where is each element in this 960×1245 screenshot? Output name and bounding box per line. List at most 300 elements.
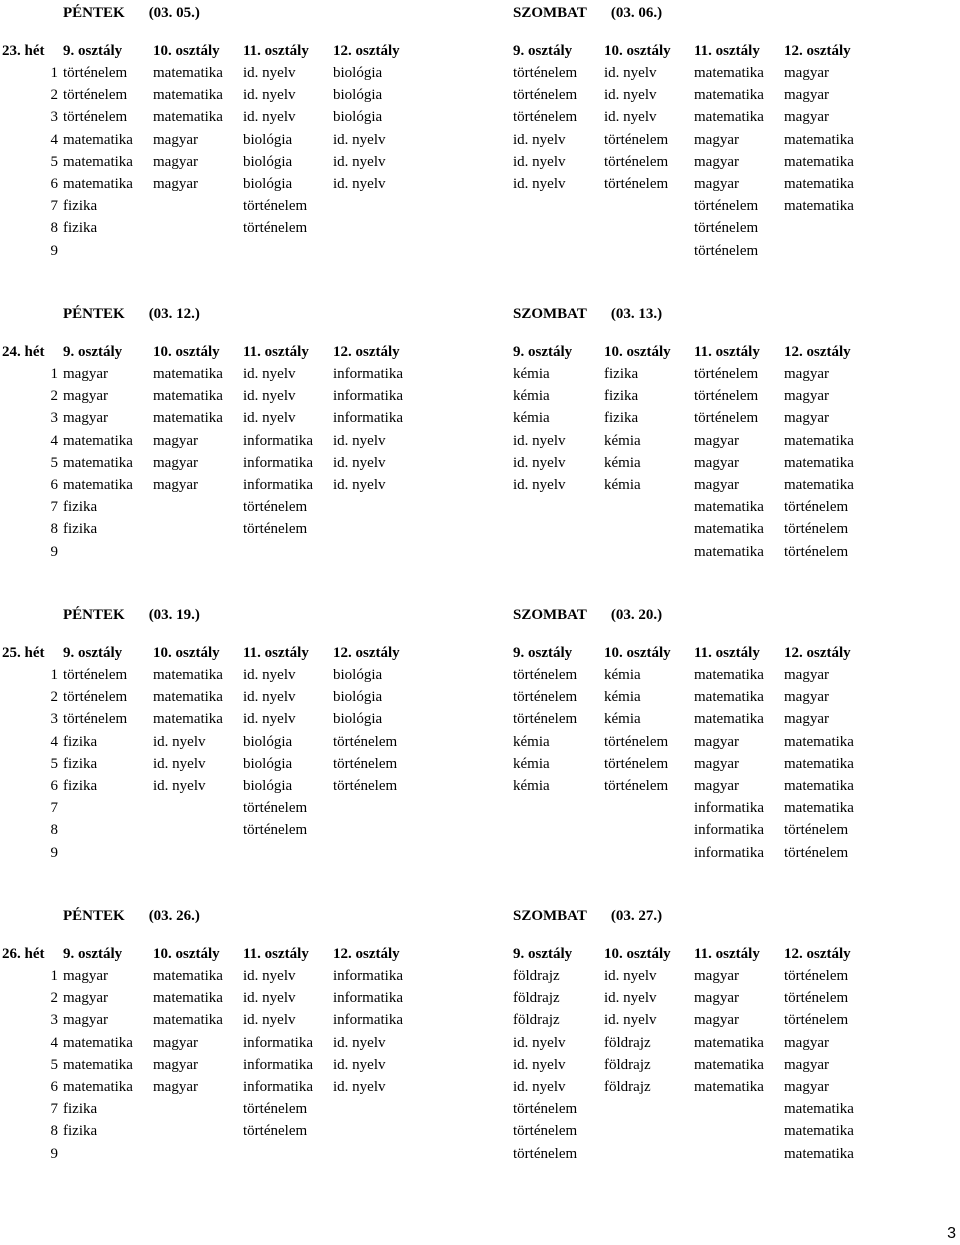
subject-cell: magyar bbox=[694, 733, 739, 750]
subject-cell: matematika bbox=[153, 87, 223, 104]
subject-cell: matematika bbox=[784, 1145, 854, 1162]
subject-cell: magyar bbox=[784, 1056, 829, 1073]
subject-cell: informatika bbox=[333, 968, 403, 984]
subject-cell: id. nyelv bbox=[513, 477, 566, 493]
subject-cell: történelem bbox=[604, 153, 669, 170]
subject-cell: id. nyelv bbox=[604, 109, 657, 126]
subject-cell: id. nyelv bbox=[243, 711, 296, 728]
subject-cell: matematika bbox=[784, 477, 854, 493]
subject-cell: történelem bbox=[784, 844, 849, 861]
table-row bbox=[0, 1012, 960, 1034]
period-number: 6 bbox=[50, 778, 58, 794]
subject-cell: informatika bbox=[243, 1056, 313, 1073]
table-row bbox=[0, 1146, 960, 1168]
subject-cell: matematika bbox=[63, 477, 133, 493]
subject-cell: kémia bbox=[513, 410, 550, 427]
table-row bbox=[0, 800, 960, 822]
subject-cell: történelem bbox=[333, 733, 398, 750]
subject-cell: id. nyelv bbox=[333, 1056, 386, 1073]
subject-cell: id. nyelv bbox=[513, 1079, 566, 1095]
subject-cell: biológia bbox=[333, 711, 383, 728]
subject-cell: történelem bbox=[243, 822, 308, 839]
subject-cell: matematika bbox=[694, 1056, 764, 1073]
subject-cell: történelem bbox=[243, 220, 308, 237]
class-header: 11. osztály bbox=[694, 645, 760, 661]
period-number: 3 bbox=[50, 1012, 58, 1029]
subject-cell: matematika bbox=[784, 198, 854, 215]
subject-cell: magyar bbox=[153, 176, 198, 192]
table-row bbox=[0, 1123, 960, 1145]
subject-cell: magyar bbox=[694, 778, 739, 794]
table-row bbox=[0, 65, 960, 87]
subject-cell: id. nyelv bbox=[243, 410, 296, 427]
period-number: 7 bbox=[50, 198, 58, 215]
subject-cell: történelem bbox=[694, 388, 759, 405]
table-row bbox=[0, 176, 960, 198]
table-row bbox=[0, 410, 960, 432]
subject-cell: informatika bbox=[694, 844, 764, 861]
friday-header bbox=[63, 5, 200, 22]
subject-cell: biológia bbox=[333, 87, 383, 104]
class-header: 12. osztály bbox=[784, 946, 851, 962]
subject-cell: magyar bbox=[63, 968, 108, 984]
week-label: 24. hét bbox=[2, 344, 45, 360]
subject-cell: fizika bbox=[63, 755, 98, 772]
subject-cell: történelem bbox=[243, 800, 308, 817]
subject-cell: fizika bbox=[63, 220, 98, 237]
table-row bbox=[0, 220, 960, 242]
subject-cell: id. nyelv bbox=[513, 131, 566, 148]
subject-cell: történelem bbox=[63, 109, 128, 126]
subject-cell: kémia bbox=[513, 388, 550, 405]
subject-cell: történelem bbox=[333, 778, 398, 794]
subject-cell: matematika bbox=[63, 454, 133, 471]
subject-cell: történelem bbox=[243, 198, 308, 215]
subject-cell: matematika bbox=[153, 366, 223, 382]
subject-cell: történelem bbox=[784, 521, 849, 538]
subject-cell: magyar bbox=[694, 131, 739, 148]
period-number: 6 bbox=[50, 477, 58, 493]
period-number: 4 bbox=[50, 1034, 58, 1051]
subject-cell: informatika bbox=[694, 822, 764, 839]
subject-cell: informatika bbox=[694, 800, 764, 817]
subject-cell: kémia bbox=[604, 477, 641, 493]
period-number: 8 bbox=[50, 822, 58, 839]
period-number: 5 bbox=[50, 1056, 58, 1073]
period-number: 9 bbox=[50, 543, 58, 560]
subject-cell: fizika bbox=[63, 499, 98, 516]
period-number: 9 bbox=[50, 1145, 58, 1162]
subject-cell: biológia bbox=[333, 689, 383, 706]
subject-cell: informatika bbox=[333, 366, 403, 382]
subject-cell: id. nyelv bbox=[153, 733, 206, 750]
subject-cell: magyar bbox=[784, 1034, 829, 1051]
subject-cell: id. nyelv bbox=[243, 388, 296, 405]
subject-cell: magyar bbox=[153, 1079, 198, 1095]
subject-cell: magyar bbox=[784, 109, 829, 126]
subject-cell: magyar bbox=[63, 990, 108, 1007]
subject-cell: id. nyelv bbox=[604, 65, 657, 81]
subject-cell: id. nyelv bbox=[333, 1034, 386, 1051]
day-label: SZOMBAT bbox=[513, 607, 587, 623]
friday-header bbox=[63, 306, 200, 323]
class-header: 9. osztály bbox=[513, 43, 573, 59]
subject-cell: magyar bbox=[784, 711, 829, 728]
subject-cell: magyar bbox=[63, 388, 108, 405]
table-row bbox=[0, 1079, 960, 1101]
subject-cell: matematika bbox=[784, 1101, 854, 1118]
subject-cell: földrajz bbox=[604, 1034, 651, 1051]
class-header: 12. osztály bbox=[333, 645, 400, 661]
subject-cell: id. nyelv bbox=[333, 153, 386, 170]
table-row bbox=[0, 87, 960, 109]
subject-cell: földrajz bbox=[604, 1056, 651, 1073]
saturday-header bbox=[513, 908, 662, 925]
subject-cell: id. nyelv bbox=[243, 65, 296, 81]
week-label: 25. hét bbox=[2, 645, 45, 661]
subject-cell: magyar bbox=[153, 153, 198, 170]
table-row bbox=[0, 822, 960, 844]
subject-cell: matematika bbox=[63, 1034, 133, 1051]
class-header: 12. osztály bbox=[333, 946, 400, 962]
subject-cell: földrajz bbox=[513, 1012, 560, 1029]
subject-cell: magyar bbox=[784, 65, 829, 81]
subject-cell: történelem bbox=[604, 778, 669, 794]
subject-cell: történelem bbox=[784, 968, 849, 984]
class-header: 12. osztály bbox=[333, 43, 400, 59]
subject-cell: matematika bbox=[694, 543, 764, 560]
period-number: 9 bbox=[50, 844, 58, 861]
class-header: 12. osztály bbox=[784, 645, 851, 661]
subject-cell: magyar bbox=[63, 366, 108, 382]
subject-cell: kémia bbox=[513, 755, 550, 772]
subject-cell: matematika bbox=[784, 153, 854, 170]
subject-cell: matematika bbox=[694, 1034, 764, 1051]
subject-cell: id. nyelv bbox=[243, 689, 296, 706]
table-row bbox=[0, 544, 960, 566]
table-row bbox=[0, 1101, 960, 1123]
table-row bbox=[0, 154, 960, 176]
subject-cell: matematika bbox=[694, 521, 764, 538]
day-label: PÉNTEK bbox=[63, 5, 125, 21]
subject-cell: fizika bbox=[63, 521, 98, 538]
class-header: 12. osztály bbox=[784, 43, 851, 59]
subject-cell: magyar bbox=[694, 153, 739, 170]
subject-cell: id. nyelv bbox=[243, 667, 296, 683]
period-number: 5 bbox=[50, 755, 58, 772]
table-row bbox=[0, 968, 960, 990]
table-row bbox=[0, 198, 960, 220]
subject-cell: magyar bbox=[784, 388, 829, 405]
period-number: 2 bbox=[50, 689, 58, 706]
subject-cell: történelem bbox=[784, 543, 849, 560]
subject-cell: informatika bbox=[333, 388, 403, 405]
subject-cell: matematika bbox=[63, 432, 133, 449]
week-label: 23. hét bbox=[2, 43, 45, 59]
table-row bbox=[0, 109, 960, 131]
saturday-header bbox=[513, 607, 662, 624]
subject-cell: matematika bbox=[63, 153, 133, 170]
period-number: 1 bbox=[50, 366, 58, 382]
subject-cell: történelem bbox=[784, 1012, 849, 1029]
subject-cell: magyar bbox=[694, 968, 739, 984]
subject-cell: történelem bbox=[784, 822, 849, 839]
period-number: 1 bbox=[50, 667, 58, 683]
period-number: 6 bbox=[50, 176, 58, 192]
subject-cell: történelem bbox=[694, 198, 759, 215]
period-number: 4 bbox=[50, 733, 58, 750]
saturday-header bbox=[513, 5, 662, 22]
period-number: 5 bbox=[50, 454, 58, 471]
class-header: 11. osztály bbox=[243, 344, 309, 360]
subject-cell: magyar bbox=[694, 1012, 739, 1029]
subject-cell: biológia bbox=[333, 65, 383, 81]
subject-cell: magyar bbox=[784, 410, 829, 427]
subject-cell: matematika bbox=[694, 689, 764, 706]
subject-cell: id. nyelv bbox=[243, 366, 296, 382]
subject-cell: informatika bbox=[333, 410, 403, 427]
subject-cell: matematika bbox=[153, 689, 223, 706]
subject-cell: történelem bbox=[513, 87, 578, 104]
subject-cell: informatika bbox=[243, 1079, 313, 1095]
subject-cell: történelem bbox=[694, 366, 759, 382]
table-row bbox=[0, 521, 960, 543]
subject-cell: id. nyelv bbox=[513, 1034, 566, 1051]
subject-cell: informatika bbox=[243, 454, 313, 471]
subject-cell: magyar bbox=[694, 432, 739, 449]
period-number: 2 bbox=[50, 990, 58, 1007]
subject-cell: id. nyelv bbox=[243, 109, 296, 126]
subject-cell: történelem bbox=[513, 65, 578, 81]
subject-cell: informatika bbox=[243, 1034, 313, 1051]
page-number: 3 bbox=[947, 1225, 956, 1242]
subject-cell: történelem bbox=[604, 755, 669, 772]
subject-cell: történelem bbox=[63, 87, 128, 104]
table-row bbox=[0, 455, 960, 477]
subject-cell: történelem bbox=[63, 711, 128, 728]
day-date: (03. 26.) bbox=[148, 908, 200, 924]
subject-cell: történelem bbox=[694, 410, 759, 427]
subject-cell: történelem bbox=[63, 65, 128, 81]
day-date: (03. 06.) bbox=[610, 5, 663, 21]
subject-cell: történelem bbox=[243, 521, 308, 538]
subject-cell: magyar bbox=[694, 755, 739, 772]
subject-cell: történelem bbox=[513, 711, 578, 728]
subject-cell: történelem bbox=[63, 667, 128, 683]
day-label: SZOMBAT bbox=[513, 908, 587, 924]
subject-cell: matematika bbox=[153, 410, 223, 427]
subject-cell: matematika bbox=[694, 87, 764, 104]
subject-cell: matematika bbox=[784, 778, 854, 794]
day-label: PÉNTEK bbox=[63, 607, 125, 623]
subject-cell: fizika bbox=[604, 410, 639, 427]
day-date: (03. 19.) bbox=[148, 607, 200, 623]
period-number: 2 bbox=[50, 87, 58, 104]
subject-cell: id. nyelv bbox=[604, 87, 657, 104]
class-header: 10. osztály bbox=[604, 344, 671, 360]
subject-cell: matematika bbox=[63, 131, 133, 148]
subject-cell: matematika bbox=[784, 432, 854, 449]
subject-cell: történelem bbox=[604, 176, 669, 192]
subject-cell: id. nyelv bbox=[153, 778, 206, 794]
class-header: 11. osztály bbox=[694, 344, 760, 360]
subject-cell: magyar bbox=[153, 1034, 198, 1051]
friday-header bbox=[63, 908, 200, 925]
week-section bbox=[0, 5, 960, 259]
class-header: 10. osztály bbox=[604, 43, 671, 59]
subject-cell: id. nyelv bbox=[333, 1079, 386, 1095]
period-number: 3 bbox=[50, 711, 58, 728]
period-number: 1 bbox=[50, 65, 58, 81]
subject-cell: magyar bbox=[153, 432, 198, 449]
subject-cell: történelem bbox=[694, 220, 759, 237]
class-header: 9. osztály bbox=[513, 946, 573, 962]
subject-cell: matematika bbox=[153, 990, 223, 1007]
table-row bbox=[0, 711, 960, 733]
saturday-header bbox=[513, 306, 662, 323]
period-number: 7 bbox=[50, 499, 58, 516]
subject-cell: magyar bbox=[784, 667, 829, 683]
subject-cell: id. nyelv bbox=[513, 454, 566, 471]
day-date: (03. 05.) bbox=[148, 5, 200, 21]
subject-cell: magyar bbox=[784, 1079, 829, 1095]
table-row bbox=[0, 734, 960, 756]
period-number: 5 bbox=[50, 153, 58, 170]
subject-cell: kémia bbox=[604, 667, 641, 683]
subject-cell: biológia bbox=[243, 733, 293, 750]
subject-cell: matematika bbox=[784, 1123, 854, 1140]
day-date: (03. 12.) bbox=[148, 306, 200, 322]
subject-cell: történelem bbox=[784, 499, 849, 516]
period-number: 1 bbox=[50, 968, 58, 984]
subject-cell: magyar bbox=[153, 454, 198, 471]
subject-cell: matematika bbox=[694, 109, 764, 126]
subject-cell: történelem bbox=[243, 1123, 308, 1140]
table-row bbox=[0, 1035, 960, 1057]
subject-cell: id. nyelv bbox=[513, 176, 566, 192]
subject-cell: fizika bbox=[604, 388, 639, 405]
subject-cell: matematika bbox=[784, 131, 854, 148]
table-row bbox=[0, 778, 960, 800]
table-row bbox=[0, 990, 960, 1012]
table-row bbox=[0, 667, 960, 689]
subject-cell: biológia bbox=[243, 755, 293, 772]
week-label: 26. hét bbox=[2, 946, 45, 962]
class-header: 10. osztály bbox=[604, 946, 671, 962]
class-header: 11. osztály bbox=[694, 946, 760, 962]
period-number: 6 bbox=[50, 1079, 58, 1095]
subject-cell: fizika bbox=[63, 733, 98, 750]
subject-cell: magyar bbox=[153, 1056, 198, 1073]
day-label: SZOMBAT bbox=[513, 5, 587, 21]
subject-cell: történelem bbox=[694, 242, 759, 259]
subject-cell: matematika bbox=[694, 65, 764, 81]
subject-cell: fizika bbox=[63, 778, 98, 794]
period-number: 4 bbox=[50, 131, 58, 148]
class-header: 12. osztály bbox=[333, 344, 400, 360]
subject-cell: matematika bbox=[694, 711, 764, 728]
subject-cell: id. nyelv bbox=[333, 176, 386, 192]
subject-cell: matematika bbox=[784, 176, 854, 192]
class-header: 9. osztály bbox=[63, 43, 123, 59]
subject-cell: matematika bbox=[153, 711, 223, 728]
subject-cell: történelem bbox=[513, 689, 578, 706]
subject-cell: id. nyelv bbox=[153, 755, 206, 772]
day-label: SZOMBAT bbox=[513, 306, 587, 322]
subject-cell: matematika bbox=[784, 733, 854, 750]
subject-cell: biológia bbox=[243, 176, 293, 192]
period-number: 7 bbox=[50, 800, 58, 817]
period-number: 3 bbox=[50, 410, 58, 427]
subject-cell: történelem bbox=[63, 689, 128, 706]
subject-cell: történelem bbox=[513, 1123, 578, 1140]
class-header: 9. osztály bbox=[63, 946, 123, 962]
table-row bbox=[0, 388, 960, 410]
class-header: 9. osztály bbox=[63, 344, 123, 360]
table-row bbox=[0, 499, 960, 521]
subject-cell: biológia bbox=[243, 778, 293, 794]
subject-cell: földrajz bbox=[513, 968, 560, 984]
subject-cell: kémia bbox=[604, 432, 641, 449]
class-header: 10. osztály bbox=[153, 645, 220, 661]
subject-cell: magyar bbox=[694, 990, 739, 1007]
friday-header bbox=[63, 607, 200, 624]
subject-cell: történelem bbox=[513, 1101, 578, 1118]
subject-cell: informatika bbox=[333, 1012, 403, 1029]
subject-cell: magyar bbox=[694, 477, 739, 493]
period-number: 4 bbox=[50, 432, 58, 449]
subject-cell: matematika bbox=[784, 755, 854, 772]
subject-cell: kémia bbox=[604, 454, 641, 471]
subject-cell: történelem bbox=[784, 990, 849, 1007]
subject-cell: id. nyelv bbox=[333, 477, 386, 493]
subject-cell: id. nyelv bbox=[513, 1056, 566, 1073]
table-row bbox=[0, 366, 960, 388]
subject-cell: matematika bbox=[153, 968, 223, 984]
subject-cell: matematika bbox=[63, 1056, 133, 1073]
period-number: 9 bbox=[50, 242, 58, 259]
subject-cell: magyar bbox=[694, 454, 739, 471]
subject-cell: id. nyelv bbox=[604, 990, 657, 1007]
subject-cell: magyar bbox=[694, 176, 739, 192]
table-row bbox=[0, 845, 960, 867]
subject-cell: történelem bbox=[513, 109, 578, 126]
subject-cell: matematika bbox=[694, 499, 764, 516]
class-header: 9. osztály bbox=[63, 645, 123, 661]
subject-cell: id. nyelv bbox=[333, 454, 386, 471]
subject-cell: kémia bbox=[604, 711, 641, 728]
subject-cell: történelem bbox=[513, 1145, 578, 1162]
subject-cell: matematika bbox=[153, 1012, 223, 1029]
class-header: 11. osztály bbox=[694, 43, 760, 59]
subject-cell: id. nyelv bbox=[604, 1012, 657, 1029]
subject-cell: magyar bbox=[153, 477, 198, 493]
subject-cell: kémia bbox=[513, 778, 550, 794]
class-header: 11. osztály bbox=[243, 946, 309, 962]
subject-cell: fizika bbox=[63, 1101, 98, 1118]
table-row bbox=[0, 433, 960, 455]
day-date: (03. 20.) bbox=[610, 607, 663, 623]
subject-cell: kémia bbox=[513, 733, 550, 750]
class-header: 11. osztály bbox=[243, 43, 309, 59]
subject-cell: matematika bbox=[694, 1079, 764, 1095]
subject-cell: biológia bbox=[243, 153, 293, 170]
subject-cell: magyar bbox=[153, 131, 198, 148]
subject-cell: biológia bbox=[243, 131, 293, 148]
day-date: (03. 13.) bbox=[610, 306, 663, 322]
class-header: 9. osztály bbox=[513, 645, 573, 661]
subject-cell: fizika bbox=[63, 1123, 98, 1140]
